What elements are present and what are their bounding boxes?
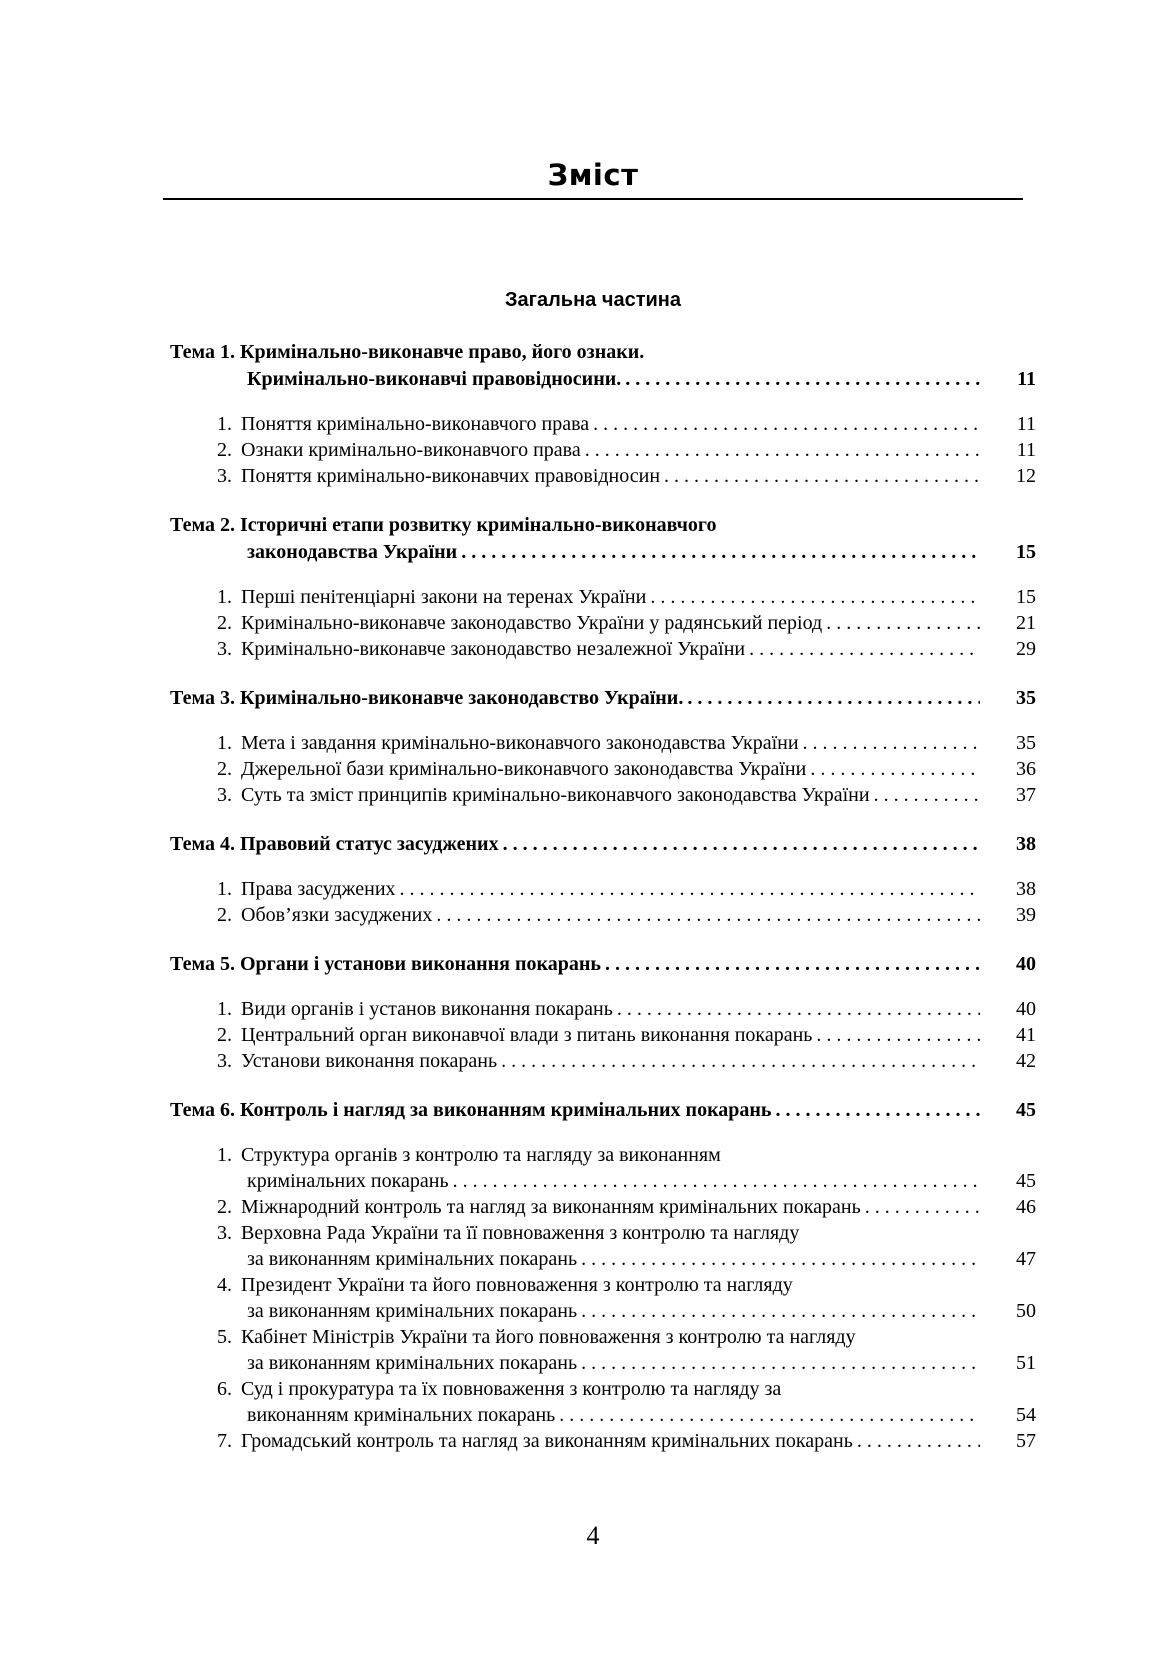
subtopic-title: Центральний орган виконавчої влади з питань виконання покарань <box>241 1024 813 1046</box>
topic-line <box>170 685 1036 712</box>
subtopic-entry[interactable] <box>170 1022 1036 1048</box>
topic-label: Тема 2. <box>170 514 235 536</box>
subtopic-number: 3. <box>217 1222 232 1244</box>
subtopic-number: 1. <box>217 878 232 900</box>
subtopic-number: 5. <box>217 1326 232 1348</box>
subtopic-body <box>241 996 1036 1022</box>
subtopic-page: 40 <box>1016 998 1036 1020</box>
subtopic-number: 2. <box>217 1024 232 1046</box>
dot-leader <box>593 411 980 437</box>
subtopic-entry[interactable] <box>170 636 1036 662</box>
subtopic-title: Права засуджених <box>241 878 396 900</box>
subtopic-body <box>241 1324 1036 1376</box>
dot-leader <box>453 1168 980 1194</box>
subtopic-number: 1. <box>217 1144 232 1166</box>
topic-title-line1: Історичні етапи розвитку кримінально-виконавчого <box>239 514 717 536</box>
subtopic-body <box>241 1142 1036 1194</box>
dot-leader <box>605 951 980 978</box>
toc-topic <box>170 512 1036 662</box>
subtopic-body <box>241 1272 1036 1324</box>
toc-topic <box>170 951 1036 1074</box>
subtopic-body <box>241 636 1036 662</box>
subtopic-entry[interactable] <box>170 411 1036 437</box>
subtopic-title: кримінальних покарань <box>247 1170 449 1192</box>
subtopic-title: за виконанням кримінальних покарань <box>247 1352 578 1374</box>
subtopic-list <box>170 876 1036 928</box>
subtopic-title: за виконанням кримінальних покарань <box>247 1300 578 1322</box>
subtopic-number: 1. <box>217 413 232 435</box>
subtopic-entry[interactable] <box>170 876 1036 902</box>
subtopic-page: 21 <box>1016 612 1036 634</box>
dot-leader <box>585 437 980 463</box>
subtopic-title: Міжнародний контроль та нагляд за виконанням кримінальних покарань <box>241 1196 861 1218</box>
topic-title <box>170 1097 772 1124</box>
page-number: 4 <box>586 1521 600 1550</box>
subtopic-body <box>241 1428 1036 1454</box>
dot-leader <box>581 1298 980 1324</box>
topic-page: 11 <box>1017 368 1036 390</box>
subtopic-page: 41 <box>1016 1024 1036 1046</box>
subtopic-body <box>241 902 1036 928</box>
subtopic-entry[interactable] <box>170 463 1036 489</box>
subtopic-entry[interactable] <box>170 610 1036 636</box>
subtopic-entry[interactable] <box>170 1048 1036 1074</box>
subtopic-line[interactable] <box>241 463 1036 489</box>
topic-title <box>170 831 499 858</box>
topic-title: законодавства України <box>247 541 458 563</box>
subtopic-body <box>241 437 1036 463</box>
topic-line <box>170 951 1036 978</box>
subtopic-line[interactable] <box>241 1428 1036 1454</box>
subtopic-line[interactable] <box>241 636 1036 662</box>
dot-leader <box>874 782 980 808</box>
subtopic-body <box>241 463 1036 489</box>
dot-leader <box>865 1194 980 1220</box>
subtopic-number: 2. <box>217 758 232 780</box>
subtopic-body <box>241 730 1036 756</box>
toc-topic <box>170 831 1036 928</box>
topic-label: Тема 3. <box>170 687 235 709</box>
subtopic-page: 29 <box>1016 638 1036 660</box>
topic-page: 40 <box>1016 953 1036 975</box>
subtopic-number: 3. <box>217 1050 232 1072</box>
subtopic-line[interactable] <box>241 1194 1036 1220</box>
topic-heading[interactable] <box>170 685 1036 712</box>
subtopic-line[interactable] <box>241 584 1036 610</box>
topic-title-text: Правовий статус засуджених <box>239 833 499 855</box>
subtopic-line[interactable] <box>241 610 1036 636</box>
subtopic-body <box>241 1022 1036 1048</box>
subtopic-number: 2. <box>217 439 232 461</box>
subtopic-entry[interactable] <box>170 1194 1036 1220</box>
dot-leader <box>803 730 980 756</box>
subtopic-entry[interactable] <box>170 584 1036 610</box>
topic-title-text: Контроль і нагляд за виконанням кримінальних покарань <box>239 1099 772 1121</box>
dot-leader <box>581 1246 980 1272</box>
dot-leader <box>664 463 980 489</box>
subtopic-line[interactable] <box>241 437 1036 463</box>
subtopic-page: 57 <box>1016 1430 1036 1452</box>
topic-line <box>170 1097 1036 1124</box>
dot-leader <box>503 831 980 858</box>
subtopic-title: за виконанням кримінальних покарань <box>247 1248 578 1270</box>
toc-topic <box>170 1097 1036 1454</box>
dot-leader <box>581 1350 980 1376</box>
topic-line[interactable] <box>170 539 1036 566</box>
subtopic-title-line1: Верховна Рада України та її повноваження з контролю та нагляду <box>241 1222 800 1244</box>
subtopic-line[interactable] <box>241 730 1036 756</box>
topic-heading[interactable] <box>170 951 1036 978</box>
toc-topic <box>170 685 1036 808</box>
subtopic-line[interactable] <box>241 902 1036 928</box>
subtopic-page: 50 <box>1016 1300 1036 1322</box>
subtopic-title: виконанням кримінальних покарань <box>247 1404 556 1426</box>
subtopic-page: 11 <box>1016 413 1036 435</box>
subtopic-body <box>241 782 1036 808</box>
subtopic-entry[interactable] <box>170 1428 1036 1454</box>
subtopic-line[interactable] <box>241 876 1036 902</box>
subtopic-entry[interactable] <box>170 996 1036 1022</box>
subtopic-number: 1. <box>217 732 232 754</box>
section-heading: Загальна частина <box>504 289 681 311</box>
subtopic-entry[interactable] <box>170 1324 1036 1376</box>
subtopic-title: Кримінально-виконавче законодавство України у радянський період <box>241 612 823 634</box>
subtopic-page: 37 <box>1016 784 1036 806</box>
subtopic-title-line1: Кабінет Міністрів України та його повноваження з контролю та нагляду <box>241 1326 856 1348</box>
subtopic-body <box>241 610 1036 636</box>
subtopic-number: 4. <box>217 1274 232 1296</box>
topic-title: Кримінально-виконавчі правовідносини. <box>247 368 622 390</box>
topic-label: Тема 5. <box>170 953 235 975</box>
subtopic-line[interactable] <box>241 1022 1036 1048</box>
subtopic-title: Поняття кримінально-виконавчих правовідносин <box>241 465 661 487</box>
subtopic-page: 15 <box>1016 586 1036 608</box>
subtopic-body <box>241 876 1036 902</box>
subtopic-line[interactable] <box>241 1402 1036 1428</box>
topic-heading-line <box>170 512 1036 539</box>
subtopic-page: 42 <box>1016 1050 1036 1072</box>
subtopic-page: 11 <box>1016 439 1036 461</box>
topic-heading-line <box>170 339 1036 366</box>
subtopic-title: Види органів і установ виконання покарань <box>241 998 613 1020</box>
subtopic-body <box>241 756 1036 782</box>
subtopic-page: 38 <box>1016 878 1036 900</box>
subtopic-title: Суть та зміст принципів кримінально-виконавчого законодавства України <box>241 784 870 806</box>
subtopic-entry[interactable] <box>170 730 1036 756</box>
topic-title-text: Кримінально-виконавче законодавство України. <box>239 687 684 709</box>
topic-title-line1: Кримінально-виконавче право, його ознаки. <box>239 341 645 363</box>
dot-leader <box>776 1097 980 1124</box>
subtopic-page: 47 <box>1016 1248 1036 1270</box>
subtopic-line[interactable] <box>241 1048 1036 1074</box>
subtopic-entry[interactable] <box>170 902 1036 928</box>
title-underline <box>163 198 1023 200</box>
dot-leader <box>461 539 980 566</box>
subtopic-title: Ознаки кримінально-виконавчого права <box>241 439 581 461</box>
subtopic-number: 3. <box>217 638 232 660</box>
subtopic-body <box>241 1220 1036 1272</box>
dot-leader <box>857 1428 980 1454</box>
subtopic-number: 7. <box>217 1430 232 1452</box>
subtopic-line[interactable] <box>241 1246 1036 1272</box>
subtopic-page: 51 <box>1016 1352 1036 1374</box>
topic-line[interactable] <box>170 366 1036 393</box>
subtopic-line[interactable] <box>241 411 1036 437</box>
subtopic-title: Кримінально-виконавче законодавство незалежної України <box>241 638 746 660</box>
subtopic-number: 2. <box>217 904 232 926</box>
subtopic-title-line1: Структура органів з контролю та нагляду за виконанням <box>241 1144 721 1166</box>
subtopic-body <box>241 1048 1036 1074</box>
subtopic-list <box>170 584 1036 662</box>
subtopic-page: 45 <box>1016 1170 1036 1192</box>
topic-label: Тема 4. <box>170 833 235 855</box>
subtopic-number: 6. <box>217 1378 232 1400</box>
subtopic-line[interactable] <box>241 782 1036 808</box>
subtopic-list <box>170 730 1036 808</box>
page-title: Зміст <box>547 158 639 192</box>
subtopic-entry[interactable] <box>170 1272 1036 1324</box>
dot-leader <box>501 1048 980 1074</box>
topic-page: 35 <box>1016 687 1036 709</box>
subtopic-line[interactable] <box>241 1168 1036 1194</box>
subtopic-body <box>241 411 1036 437</box>
subtopic-page: 35 <box>1016 732 1036 754</box>
dot-leader <box>810 756 980 782</box>
topic-label: Тема 6. <box>170 1099 235 1121</box>
subtopic-body <box>241 584 1036 610</box>
subtopic-title: Обов’язки засуджених <box>241 904 433 926</box>
subtopic-body <box>241 1376 1036 1428</box>
subtopic-number: 2. <box>217 612 232 634</box>
topic-title <box>170 685 683 712</box>
subtopic-line[interactable] <box>241 756 1036 782</box>
dot-leader <box>826 610 980 636</box>
topic-title <box>170 951 601 978</box>
topic-heading[interactable] <box>170 831 1036 858</box>
subtopic-title-line1: Суд і прокуратура та їх повноваження з контролю та нагляду за <box>241 1378 782 1400</box>
subtopic-page: 54 <box>1016 1404 1036 1426</box>
subtopic-list <box>170 411 1036 489</box>
subtopic-page: 39 <box>1016 904 1036 926</box>
dot-leader <box>749 636 980 662</box>
subtopic-entry[interactable] <box>170 1220 1036 1272</box>
dot-leader <box>559 1402 980 1428</box>
subtopic-number: 1. <box>217 586 232 608</box>
subtopic-title: Установи виконання покарань <box>241 1050 498 1072</box>
subtopic-entry[interactable] <box>170 782 1036 808</box>
subtopic-title-line1: Президент України та його повноваження з контролю та нагляду <box>241 1274 793 1296</box>
topic-heading[interactable] <box>170 339 1036 393</box>
subtopic-title: Громадський контроль та нагляд за виконанням кримінальних покарань <box>241 1430 853 1452</box>
subtopic-list <box>170 1142 1036 1454</box>
dot-leader <box>400 876 980 902</box>
topic-page: 45 <box>1016 1099 1036 1121</box>
dot-leader <box>650 584 980 610</box>
subtopic-line[interactable] <box>241 1350 1036 1376</box>
topic-heading[interactable] <box>170 1097 1036 1124</box>
subtopic-entry[interactable] <box>170 1376 1036 1428</box>
toc-topic <box>170 339 1036 489</box>
subtopic-body <box>241 1194 1036 1220</box>
subtopic-page: 46 <box>1016 1196 1036 1218</box>
subtopic-number: 2. <box>217 1196 232 1218</box>
subtopic-title: Поняття кримінально-виконавчого права <box>241 413 590 435</box>
subtopic-entry[interactable] <box>170 756 1036 782</box>
subtopic-line[interactable] <box>241 1298 1036 1324</box>
topic-title-text: Органи і установи виконання покарань <box>239 953 601 975</box>
subtopic-page: 36 <box>1016 758 1036 780</box>
subtopic-number: 3. <box>217 465 232 487</box>
dot-leader <box>687 685 980 712</box>
subtopic-number: 1. <box>217 998 232 1020</box>
topic-page: 15 <box>1016 541 1036 563</box>
topic-line <box>170 831 1036 858</box>
topic-heading[interactable] <box>170 512 1036 566</box>
subtopic-entry[interactable] <box>170 437 1036 463</box>
dot-leader <box>617 996 980 1022</box>
subtopic-entry[interactable] <box>170 1142 1036 1194</box>
subtopic-page: 12 <box>1016 465 1036 487</box>
subtopic-title: Перші пенітенціарні закони на теренах України <box>241 586 647 608</box>
subtopic-title: Мета і завдання кримінально-виконавчого законодавства України <box>241 732 799 754</box>
dot-leader <box>625 366 980 393</box>
topic-page: 38 <box>1016 833 1036 855</box>
subtopic-list <box>170 996 1036 1074</box>
dot-leader <box>816 1022 980 1048</box>
subtopic-number: 3. <box>217 784 232 806</box>
table-of-contents <box>170 339 1036 1454</box>
subtopic-title: Джерельної бази кримінально-виконавчого законодавства України <box>241 758 807 780</box>
dot-leader <box>436 902 980 928</box>
subtopic-line[interactable] <box>241 996 1036 1022</box>
topic-label: Тема 1. <box>170 341 235 363</box>
